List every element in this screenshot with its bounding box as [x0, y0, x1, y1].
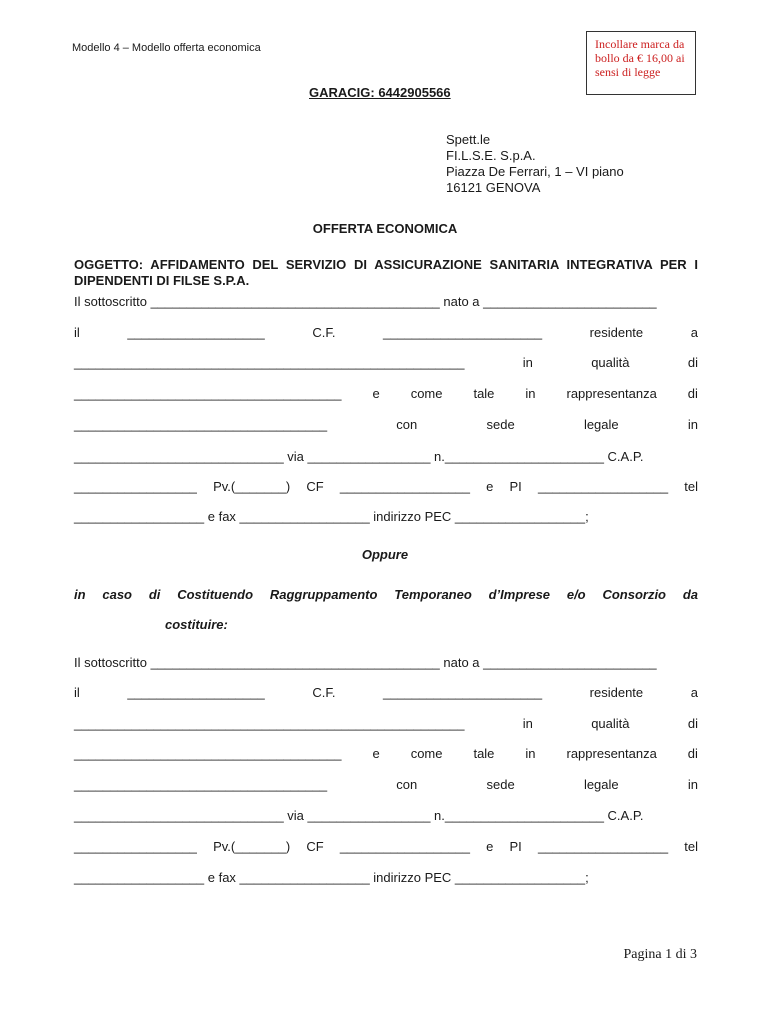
- form-row-text: in: [687, 777, 698, 792]
- page-number: Pagina 1 di 3: [623, 947, 697, 962]
- form-row-text: come: [410, 746, 443, 761]
- form-row-text: a: [690, 325, 698, 340]
- form-row: [74, 746, 698, 764]
- form-row-text: e: [486, 839, 494, 854]
- form-row-text: sede: [486, 777, 515, 792]
- form-row-text: residente: [589, 325, 644, 340]
- form-row-text: rappresentanza: [566, 746, 657, 761]
- form-row: [74, 685, 698, 703]
- form-row-text: Pv.(_______): [213, 839, 291, 854]
- form-row-text: Il sottoscritto ________________________________________ nato a ________________________: [74, 294, 657, 309]
- form-row-text: e: [372, 386, 380, 401]
- addressee-line: Piazza De Ferrari, 1 – VI piano: [446, 164, 624, 179]
- form-row-text: il: [74, 325, 80, 340]
- form-row-text: ______________________: [383, 685, 543, 700]
- form-row-text: tel: [684, 839, 698, 854]
- form-row: [74, 839, 698, 857]
- form-row-text: residente: [589, 685, 644, 700]
- form-row-text: di: [687, 746, 698, 761]
- form-row-text: tel: [684, 479, 698, 494]
- form-row-text: e: [372, 746, 380, 761]
- form-row-text: di: [687, 716, 698, 731]
- addressee-line: 16121 GENOVA: [446, 180, 541, 195]
- form-row-text: con: [396, 417, 418, 432]
- form-row-text: qualità: [591, 716, 630, 731]
- form-row-text: di: [687, 386, 698, 401]
- form-row-text: __________________: [339, 839, 470, 854]
- form-row-text: _________________: [74, 479, 197, 494]
- form-row: [74, 777, 698, 795]
- form-row-text: ___________________________________: [74, 417, 328, 432]
- form-row: [74, 325, 698, 343]
- form-row-text: PI: [509, 479, 522, 494]
- form-row-text: tale: [473, 386, 495, 401]
- model-header: Modello 4 – Modello offerta economica: [72, 42, 261, 54]
- form-row-text: _____________________________________: [74, 746, 342, 761]
- rti-heading-line1: in caso di Costituendo Raggruppamento Temporaneo d’Imprese e/o Consorzio da: [74, 587, 698, 602]
- form-row-text: in: [525, 746, 536, 761]
- form-row-text: CF: [306, 839, 324, 854]
- form-row: [74, 655, 698, 673]
- cig-code: GARACIG: 6442905566: [309, 85, 451, 100]
- form-row-text: in: [522, 355, 533, 370]
- oppure-heading: Oppure: [361, 547, 409, 562]
- stamp-box: [586, 31, 696, 95]
- form-row-text: qualità: [591, 355, 630, 370]
- form-row-text: _____________________________ via _________________ n.______________________ C.A.P.: [74, 449, 644, 464]
- addressee-line: Spett.le: [446, 132, 491, 147]
- form-row-text: __________________ e fax __________________ indirizzo PEC __________________;: [74, 870, 589, 885]
- document-title: OFFERTA ECONOMICA: [312, 221, 458, 236]
- form-row: [74, 870, 698, 888]
- form-row-text: ___________________: [127, 685, 265, 700]
- form-row: [74, 386, 698, 404]
- form-row-text: in: [525, 386, 536, 401]
- form-row-text: ______________________________________________________: [74, 355, 465, 370]
- form-row-text: in: [687, 417, 698, 432]
- subject-paragraph: OGGETTO: AFFIDAMENTO DEL SERVIZIO DI ASSICURAZIONE SANITARIA INTEGRATIVA PER I DIPENDENTI DI FILSE S.P.A.: [74, 257, 698, 288]
- form-row: [74, 808, 698, 826]
- form-row: [74, 449, 698, 467]
- form-row: [74, 355, 698, 373]
- form-row-text: CF: [306, 479, 324, 494]
- form-row-text: C.F.: [312, 685, 336, 700]
- form-row-text: C.F.: [312, 325, 336, 340]
- form-row-text: a: [690, 685, 698, 700]
- form-row: [74, 509, 698, 527]
- form-row-text: _____________________________________: [74, 386, 342, 401]
- form-row-text: con: [396, 777, 418, 792]
- form-row-text: legale: [583, 417, 619, 432]
- form-row-text: in: [522, 716, 533, 731]
- form-row: [74, 294, 698, 312]
- form-row-text: tale: [473, 746, 495, 761]
- form-row-text: ______________________: [383, 325, 543, 340]
- stamp-text: Incollare marca da bollo da € 16,00 ai sensi di legge: [595, 37, 685, 79]
- form-row-text: Il sottoscritto ________________________________________ nato a ________________________: [74, 655, 657, 670]
- form-row-text: rappresentanza: [566, 386, 657, 401]
- form-row-text: __________________ e fax __________________ indirizzo PEC __________________;: [74, 509, 589, 524]
- form-row-text: __________________: [339, 479, 470, 494]
- form-row-text: come: [410, 386, 443, 401]
- rti-heading-line2: costituire:: [165, 617, 228, 632]
- form-row-text: __________________: [537, 839, 669, 854]
- form-row-text: ______________________________________________________: [74, 716, 465, 731]
- form-row: [74, 417, 698, 435]
- form-row: [74, 479, 698, 497]
- form-row-text: _________________: [74, 839, 197, 854]
- form-row-text: ___________________: [127, 325, 265, 340]
- form-row-text: ___________________________________: [74, 777, 328, 792]
- form-row-text: __________________: [537, 479, 669, 494]
- form-row-text: legale: [583, 777, 619, 792]
- addressee-line: FI.L.S.E. S.p.A.: [446, 148, 536, 163]
- form-row-text: Pv.(_______): [213, 479, 291, 494]
- form-row-text: PI: [509, 839, 522, 854]
- form-row: [74, 716, 698, 734]
- form-row-text: di: [687, 355, 698, 370]
- form-row-text: sede: [486, 417, 515, 432]
- form-row-text: e: [486, 479, 494, 494]
- form-row-text: il: [74, 685, 80, 700]
- form-row-text: _____________________________ via _________________ n.______________________ C.A.P.: [74, 808, 644, 823]
